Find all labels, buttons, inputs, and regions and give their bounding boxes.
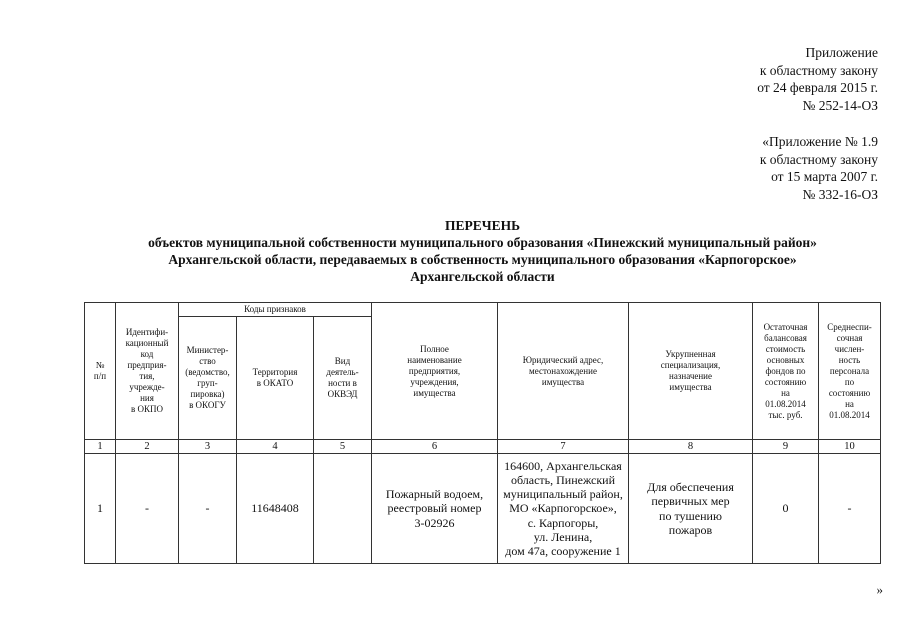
column-number-row: [85, 440, 881, 454]
column-number: 1: [85, 440, 116, 454]
cell-name: Пожарный водоем, реестровый номер 3-02926: [372, 454, 498, 564]
closing-quote: »: [876, 582, 883, 597]
cell-okpo: -: [116, 454, 179, 564]
header-staff: Среднеспи- сочная числен- ность персонала по состоянию на 01.08.2014: [819, 303, 881, 440]
cell-num: 1: [85, 454, 116, 564]
original-annex-line: к областному закону: [759, 151, 878, 167]
original-annex-line: от 15 марта 2007 г.: [771, 169, 878, 184]
annex-reference: [757, 44, 878, 114]
header-codes-group: Коды признаков: [179, 303, 372, 317]
original-annex-line: «Приложение № 1.9: [762, 134, 878, 149]
column-number: 5: [314, 440, 372, 454]
title-line: Архангельской области: [410, 269, 555, 284]
header-num: № п/п: [85, 303, 116, 440]
annex-line: № 252-14-ОЗ: [802, 97, 878, 113]
column-number: 8: [629, 440, 753, 454]
annex-line: от 24 февраля 2015 г.: [757, 80, 878, 95]
annex-line: к областному закону: [759, 62, 878, 78]
title-line: Архангельской области, передаваемых в собственность муниципального образования «Карпогорское»: [168, 252, 797, 267]
column-number: 3: [179, 440, 237, 454]
column-number: 9: [753, 440, 819, 454]
document-title: [60, 217, 905, 285]
original-annex-line: № 332-16-ОЗ: [802, 186, 878, 202]
annex-line: Приложение: [805, 45, 878, 60]
cell-okogu: -: [179, 454, 237, 564]
header-address: Юридический адрес, местонахождение имущества: [498, 303, 629, 440]
cell-value: 0: [753, 454, 819, 564]
property-list-table: [84, 302, 881, 564]
title-line: объектов муниципальной собственности муниципального образования «Пинежский муниципальный район»: [148, 235, 817, 250]
table-row: [85, 454, 881, 564]
cell-staff: -: [819, 454, 881, 564]
cell-okato: 11648408: [237, 454, 314, 564]
header-purpose: Укрупненная специализация, назначение имущества: [629, 303, 753, 440]
header-okved: Вид деятель- ности в ОКВЭД: [314, 317, 372, 440]
cell-purpose: Для обеспечения первичных мер по тушению пожаров: [629, 454, 753, 564]
column-number: 4: [237, 440, 314, 454]
column-number: 10: [819, 440, 881, 454]
column-number: 7: [498, 440, 629, 454]
cell-okved: [314, 454, 372, 564]
title-heading: ПЕРЕЧЕНЬ: [444, 218, 521, 233]
header-okpo: Идентифи- кационный код предприя- тия, учрежде- ния в ОКПО: [116, 303, 179, 440]
original-annex-reference: [760, 133, 878, 203]
header-okogu: Министер- ство (ведомство, груп- пировка) в ОКОГУ: [179, 317, 237, 440]
column-number: 6: [372, 440, 498, 454]
header-okato: Территория в ОКАТО: [237, 317, 314, 440]
header-value: Остаточная балансовая стоимость основных фондов по состоянию на 01.08.2014 тыс. руб.: [753, 303, 819, 440]
cell-address: 164600, Архангельская область, Пинежский муниципальный район, МО «Карпогорское», с. Карпогоры, ул. Ленина, дом 47а, сооружение 1: [498, 454, 629, 564]
column-number: 2: [116, 440, 179, 454]
header-name: Полное наименование предприятия, учреждения, имущества: [372, 303, 498, 440]
